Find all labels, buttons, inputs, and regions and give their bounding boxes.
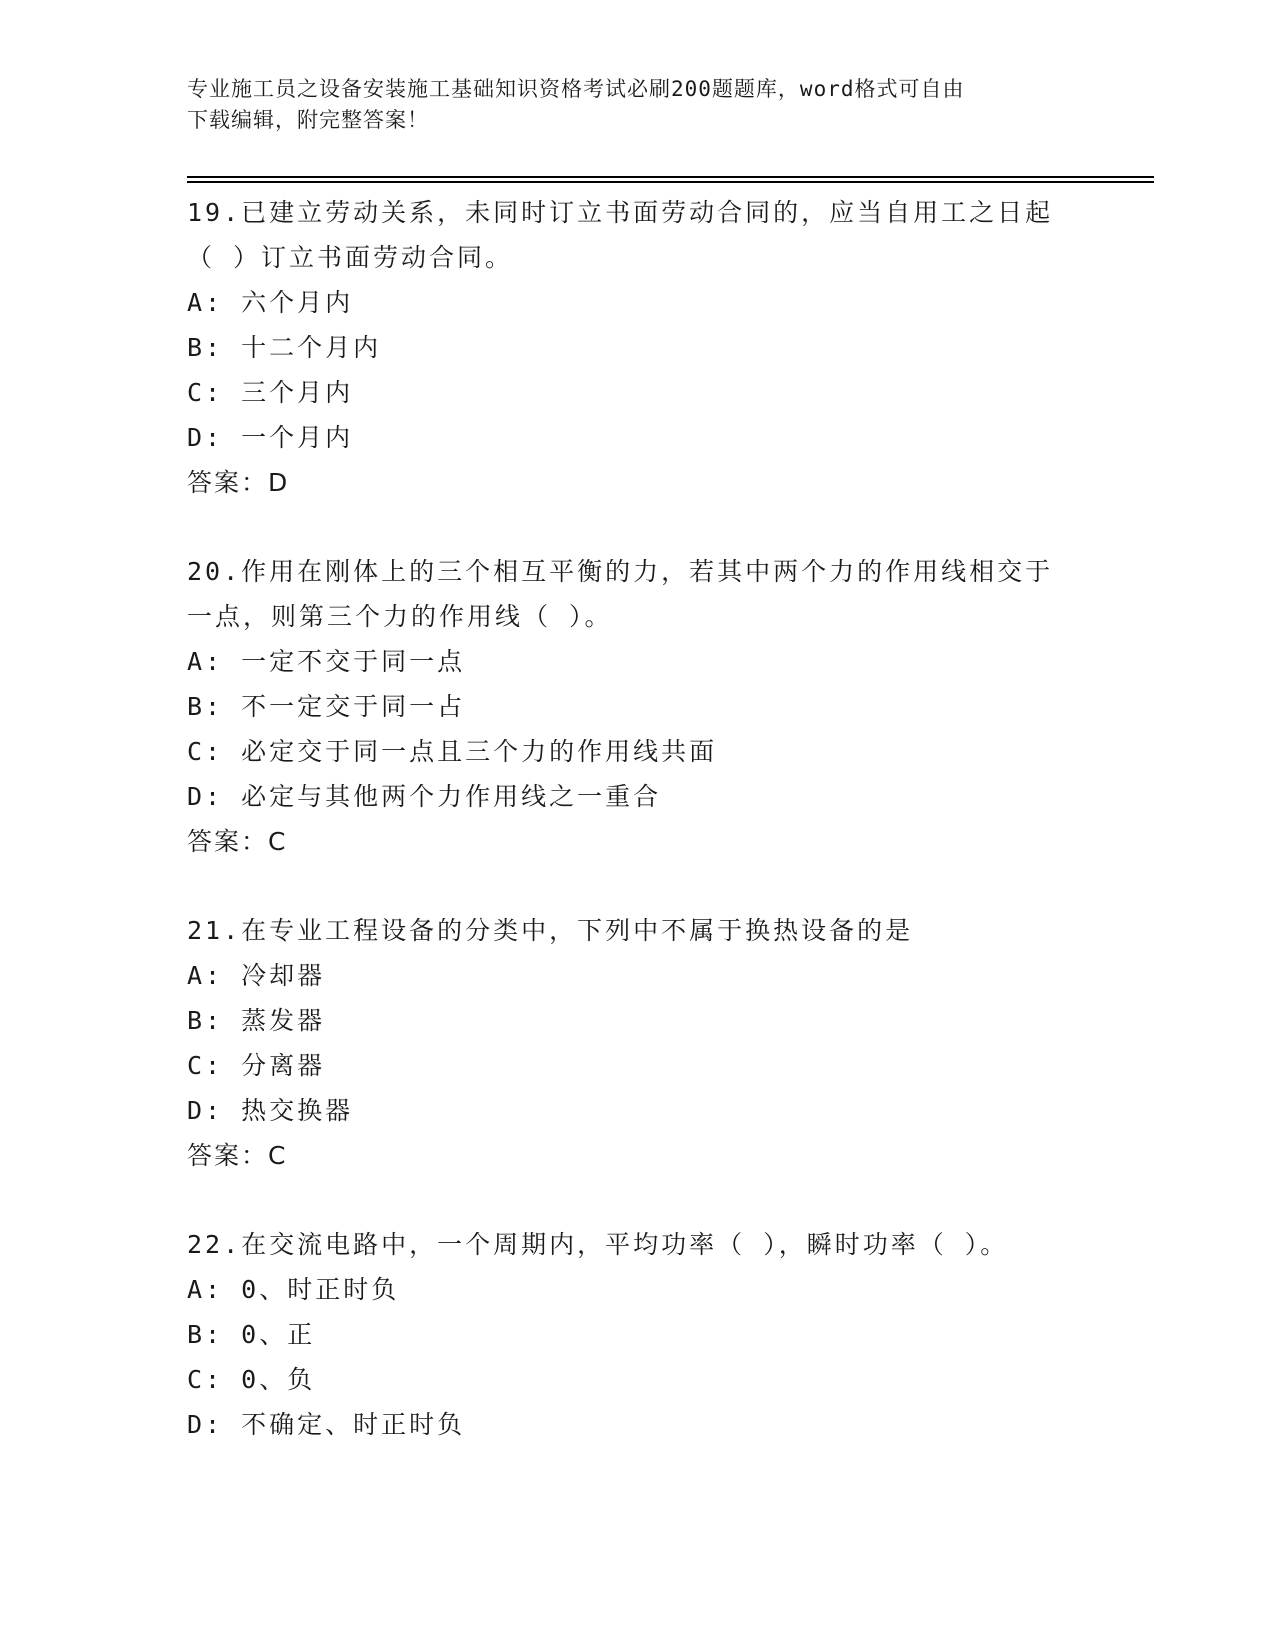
question-stem-line: 21.在专业工程设备的分类中，下列中不属于换热设备的是 [187, 916, 914, 945]
option-b: B: 十二个月内 [187, 333, 382, 362]
header-divider-top [187, 176, 1154, 178]
answer: 答案：C [187, 827, 288, 856]
option-a: A: 冷却器 [187, 961, 326, 990]
option-a: A: 0、时正时负 [187, 1275, 400, 1304]
option-d: D: 不确定、时正时负 [187, 1410, 466, 1439]
question-stem-line: 19.已建立劳动关系，未同时订立书面劳动合同的，应当自用工之日起 [187, 198, 1054, 227]
option-d: D: 一个月内 [187, 423, 354, 452]
document-header [187, 74, 1087, 136]
answer: 答案：D [187, 468, 290, 497]
option-c: C: 0、负 [187, 1365, 316, 1394]
option-d: D: 必定与其他两个力作用线之一重合 [187, 782, 662, 811]
question-stem-line: （ ）订立书面劳动合同。 [187, 243, 514, 272]
question-stem-line: 22.在交流电路中，一个周期内，平均功率（ ），瞬时功率（ ）。 [187, 1230, 1009, 1259]
option-b: B: 蒸发器 [187, 1006, 326, 1035]
question-21 [187, 908, 1087, 1178]
header-divider-bottom [187, 181, 1154, 183]
question-stem-line: 一点，则第三个力的作用线（ ）。 [187, 602, 613, 631]
question-stem-line: 20.作用在刚体上的三个相互平衡的力，若其中两个力的作用线相交于 [187, 557, 1054, 586]
option-b: B: 0、正 [187, 1320, 316, 1349]
option-a: A: 一定不交于同一点 [187, 647, 466, 676]
question-list [187, 190, 1087, 1447]
option-c: C: 必定交于同一点且三个力的作用线共面 [187, 737, 718, 766]
option-b: B: 不一定交于同一占 [187, 692, 466, 721]
question-22 [187, 1222, 1087, 1447]
question-20 [187, 549, 1087, 864]
option-c: C: 分离器 [187, 1051, 326, 1080]
header-line-2: 下载编辑，附完整答案！ [187, 108, 429, 132]
answer: 答案：C [187, 1141, 288, 1170]
option-c: C: 三个月内 [187, 378, 354, 407]
header-line-1: 专业施工员之设备安装施工基础知识资格考试必刷200题题库，word格式可自由 [187, 77, 965, 101]
option-d: D: 热交换器 [187, 1096, 354, 1125]
question-19 [187, 190, 1087, 505]
option-a: A: 六个月内 [187, 288, 354, 317]
